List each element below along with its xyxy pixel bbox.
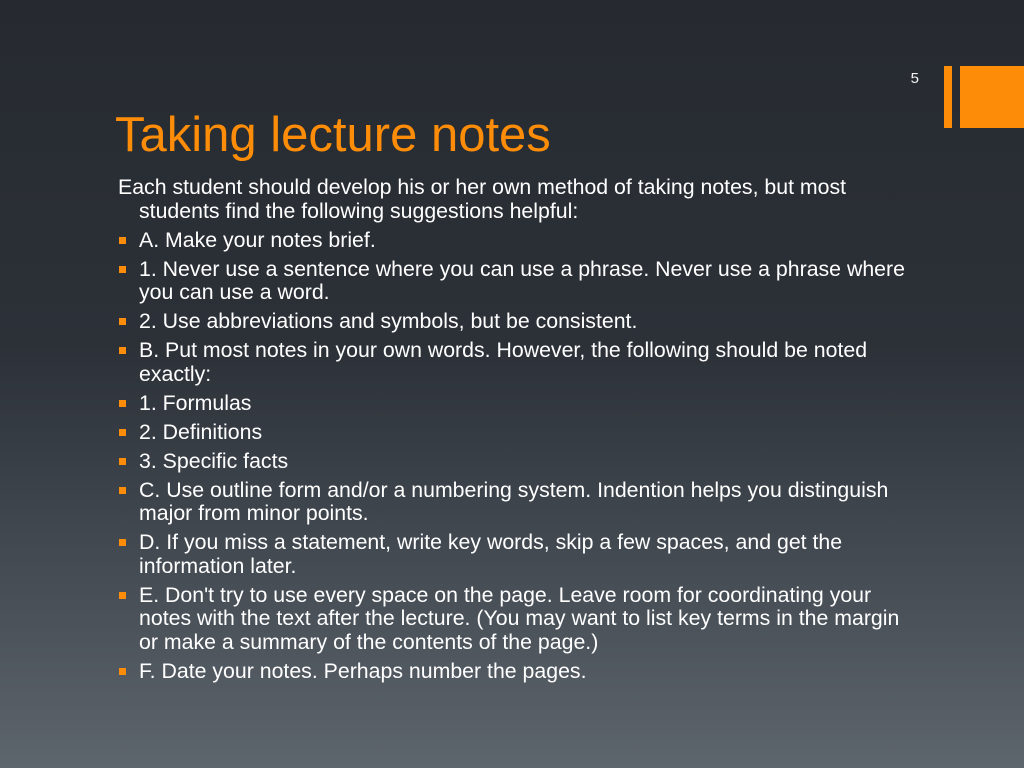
accent-bar-thin bbox=[944, 66, 952, 128]
square-bullet-icon bbox=[119, 400, 126, 407]
bullet-list bbox=[118, 229, 918, 684]
square-bullet-icon bbox=[119, 266, 126, 273]
bullet-text: 1. Never use a sentence where you can use a phrase. Never use a phrase where you can use a word. bbox=[139, 256, 905, 304]
bullet-item bbox=[118, 450, 918, 474]
slide-body bbox=[118, 176, 918, 689]
bullet-text: F. Date your notes. Perhaps number the pages. bbox=[139, 658, 587, 683]
slide-title: Taking lecture notes bbox=[115, 108, 551, 162]
square-bullet-icon bbox=[119, 318, 126, 325]
square-bullet-icon bbox=[119, 347, 126, 354]
bullet-item bbox=[118, 229, 918, 253]
bullet-item bbox=[118, 531, 918, 578]
square-bullet-icon bbox=[119, 237, 126, 244]
bullet-text: C. Use outline form and/or a numbering system. Indention helps you distinguish major from minor points. bbox=[139, 477, 889, 525]
bullet-text: A. Make your notes brief. bbox=[139, 227, 376, 252]
bullet-text: 2. Use abbreviations and symbols, but be consistent. bbox=[139, 309, 638, 333]
bullet-item bbox=[118, 258, 918, 305]
bullet-text: 1. Formulas bbox=[139, 390, 252, 415]
bullet-text: E. Don't try to use every space on the page. Leave room for coordinating your notes with the text after the lecture. (You may want to list key terms in the margin or make a summary of the contents of the page.) bbox=[139, 582, 900, 654]
slide-number: 5 bbox=[910, 70, 919, 87]
bullet-text: 2. Definitions bbox=[139, 419, 263, 444]
bullet-item bbox=[118, 584, 918, 655]
bullet-item bbox=[118, 421, 918, 445]
bullet-item bbox=[118, 310, 918, 334]
bullet-item bbox=[118, 339, 918, 386]
bullet-text: 3. Specific facts bbox=[139, 448, 289, 473]
bullet-item bbox=[118, 479, 918, 526]
square-bullet-icon bbox=[119, 592, 126, 599]
bullet-item bbox=[118, 660, 918, 684]
accent-bar-thick bbox=[960, 66, 1024, 128]
square-bullet-icon bbox=[119, 458, 126, 465]
square-bullet-icon bbox=[119, 429, 126, 436]
bullet-text: D. If you miss a statement, write key words, skip a few spaces, and get the information later. bbox=[139, 530, 843, 578]
square-bullet-icon bbox=[119, 487, 126, 494]
square-bullet-icon bbox=[119, 539, 126, 546]
bullet-text: B. Put most notes in your own words. However, the following should be noted exactly: bbox=[139, 338, 868, 386]
intro-paragraph: Each student should develop his or her own method of taking notes, but most students find the following suggestions helpful: bbox=[118, 175, 847, 223]
square-bullet-icon bbox=[119, 668, 126, 675]
bullet-item bbox=[118, 392, 918, 416]
